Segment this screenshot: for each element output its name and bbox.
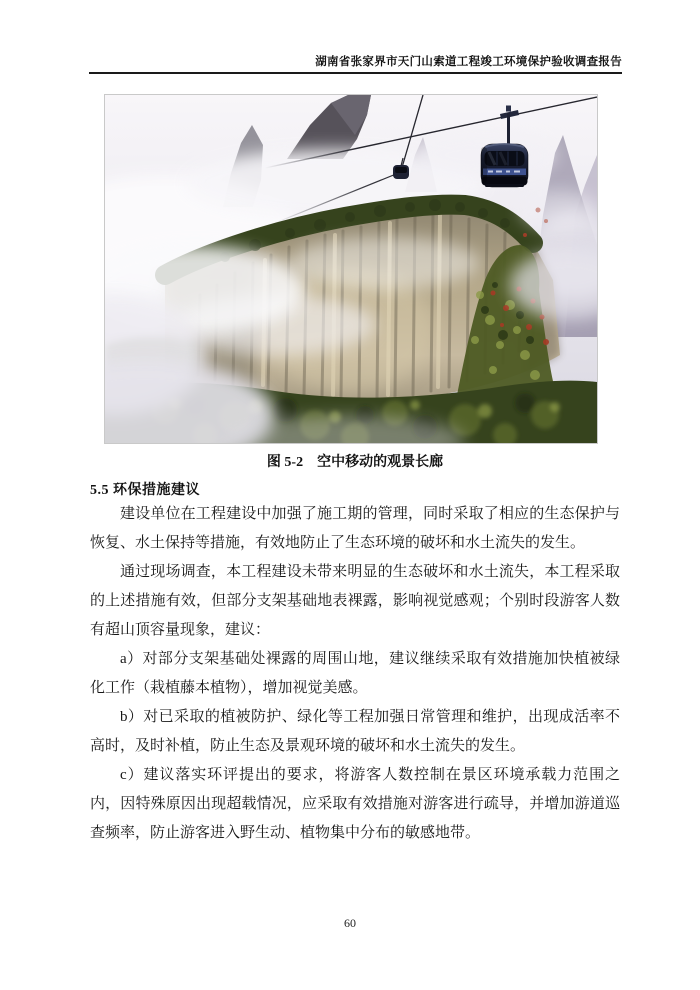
scenery-photo-cableway <box>105 95 597 443</box>
body-text <box>90 500 620 848</box>
figure-photo <box>104 94 598 444</box>
body-paragraph: a）对部分支架基础处裸露的周围山地，建议继续采取有效措施加快植被绿化工作（栽植藤本植物），增加视觉美感。 <box>90 651 620 696</box>
report-title: 湖南省张家界市天门山索道工程竣工环境保护验收调查报告 <box>315 56 622 68</box>
page-header <box>89 56 622 74</box>
page-number: 60 <box>344 916 356 930</box>
section-heading: 5.5 环保措施建议 <box>90 483 200 498</box>
body-paragraph: 建设单位在工程建设中加强了施工期的管理，同时采取了相应的生态保护与恢复、水土保持等措施，有效地防止了生态环境的破坏和水土流失的发生。 <box>90 506 620 551</box>
body-paragraph: c）建议落实环评提出的要求，将游客人数控制在景区环境承载力范围之内，因特殊原因出现超载情况，应采取有效措施对游客进行疏导，并增加游道巡查频率，防止游客进入野生动、植物集中分布的敏感地带。 <box>90 767 620 841</box>
body-paragraph: 通过现场调查，本工程建设未带来明显的生态破坏和水土流失，本工程采取的上述措施有效，但部分支架基础地表裸露，影响视觉感观；个别时段游客人数有超山顶容量现象，建议： <box>90 564 620 638</box>
figure-caption: 图 5-2 空中移动的观景长廊 <box>266 455 444 470</box>
body-paragraph: b）对已采取的植被防护、绿化等工程加强日常管理和维护，出现成活率不高时，及时补植，防止生态及景观环境的破坏和水土流失的发生。 <box>90 709 620 754</box>
